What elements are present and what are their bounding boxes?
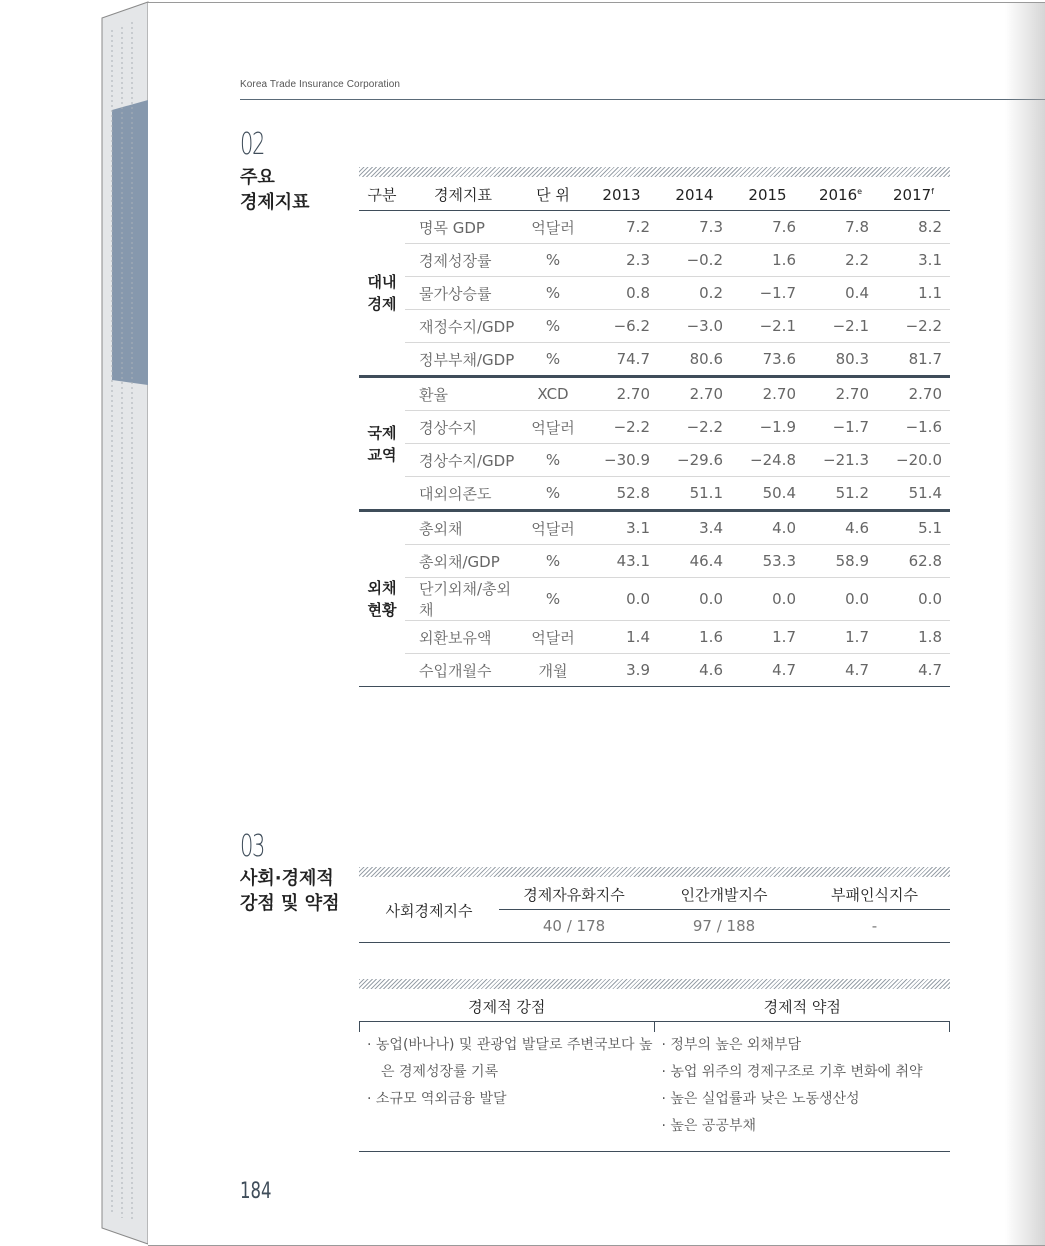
indicator-value: −20.0 (877, 444, 950, 477)
strengths-list (359, 1032, 656, 1140)
indicator-name: 경제성장률 (405, 244, 521, 277)
indicator-unit: % (521, 310, 585, 343)
list-item: · 정부의 높은 외채부담 (661, 1037, 802, 1053)
col-header-unit: 단 위 (521, 179, 585, 211)
indicator-value: −21.3 (804, 444, 877, 477)
socio-value-human-development: 97 / 188 (649, 910, 799, 943)
indicator-value: 51.1 (658, 477, 731, 511)
table-hatch-band (359, 167, 950, 177)
table-row (359, 211, 950, 244)
indicator-value: 2.70 (804, 377, 877, 411)
weakness-header: 경제적 약점 (763, 997, 841, 1016)
indicator-value: 5.1 (877, 511, 950, 545)
indicator-name: 경상수지 (405, 411, 521, 444)
indicator-value: 3.4 (658, 511, 731, 545)
bracket-tick (654, 1022, 655, 1032)
year-label: 2016 (818, 185, 858, 204)
indicator-value: 8.2 (877, 211, 950, 244)
sw-columns (359, 1032, 950, 1140)
indicator-value: −0.2 (658, 244, 731, 277)
weaknesses-list (656, 1032, 951, 1140)
indicator-name: 총외채 (405, 511, 521, 545)
indicator-value: 73.6 (731, 343, 804, 377)
indicator-value: 53.3 (731, 545, 804, 578)
indicator-value: 1.6 (731, 244, 804, 277)
indicator-value: 81.7 (877, 343, 950, 377)
indicator-value: −2.1 (731, 310, 804, 343)
table-row (359, 444, 950, 477)
table-hatch-band (359, 979, 950, 989)
indicator-value: 4.7 (877, 654, 950, 687)
group-label-line: 교역 (367, 445, 397, 464)
socio-value-corruption-perception: - (799, 910, 950, 943)
indicator-value: 80.6 (658, 343, 731, 377)
section-title-line: 사회·경제적 (240, 868, 334, 889)
indicator-value: 52.8 (585, 477, 658, 511)
table-row (359, 578, 950, 621)
indicator-value: −29.6 (658, 444, 731, 477)
group-label (359, 211, 405, 377)
section-title-strengths-weaknesses (240, 866, 339, 916)
sw-bracket (359, 1021, 950, 1032)
col-header-2015: 2015 (731, 179, 804, 211)
indicator-value: 4.6 (658, 654, 731, 687)
indicator-unit: % (521, 545, 585, 578)
group-label-line: 대내 (367, 273, 397, 291)
indicator-value: 0.0 (877, 578, 950, 621)
indicator-value: 7.2 (585, 211, 658, 244)
section-title-line: 경제지표 (240, 192, 310, 213)
page-curl-shadow (1005, 3, 1045, 1245)
indicator-value: 0.0 (804, 578, 877, 621)
indicator-value: 4.0 (731, 511, 804, 545)
socioeconomic-index-table (359, 879, 950, 943)
socio-header-economic-freedom: 경제자유화지수 (499, 879, 649, 910)
indicator-value: −30.9 (585, 444, 658, 477)
indicator-value: −2.2 (877, 310, 950, 343)
section-title-line: 강점 및 약점 (240, 893, 340, 914)
indicator-name: 경상수지/GDP (405, 444, 521, 477)
indicator-unit: 억달러 (521, 411, 585, 444)
indicator-value: 4.7 (804, 654, 877, 687)
socio-header-corruption-perception: 부패인식지수 (799, 879, 950, 910)
table-row (359, 411, 950, 444)
indicator-unit: XCD (521, 377, 585, 411)
section-number-03: 03 (240, 829, 264, 864)
group-label (359, 377, 405, 511)
indicator-value: 7.6 (731, 211, 804, 244)
indicator-value: 51.4 (877, 477, 950, 511)
indicator-value: 2.70 (658, 377, 731, 411)
indicator-name: 물가상승률 (405, 277, 521, 310)
table-row (359, 277, 950, 310)
bracket-tick (359, 1022, 360, 1032)
group-label-line: 현황 (367, 601, 397, 619)
indicator-value: 4.7 (731, 654, 804, 687)
table-row (359, 377, 950, 411)
forecast-mark: f (931, 186, 934, 196)
sw-bottom-rule (359, 1151, 950, 1152)
indicator-value: −2.2 (585, 411, 658, 444)
indicator-value: −1.9 (731, 411, 804, 444)
table-row (359, 545, 950, 578)
group-label-line: 경제 (367, 295, 397, 313)
page-number: 184 (240, 1179, 272, 1204)
indicator-value: 74.7 (585, 343, 658, 377)
year-label: 2017 (892, 185, 932, 204)
indicator-value: 1.8 (877, 621, 950, 654)
indicator-value: 1.4 (585, 621, 658, 654)
table-hatch-band (359, 867, 950, 877)
socio-header-row (359, 879, 950, 910)
book-spine (100, 0, 150, 1246)
indicator-unit: 억달러 (521, 621, 585, 654)
indicator-value: −24.8 (731, 444, 804, 477)
indicator-name: 환율 (405, 377, 521, 411)
list-item: · 농업 위주의 경제구조로 기후 변화에 취약 (661, 1064, 923, 1080)
indicator-name: 총외채/GDP (405, 545, 521, 578)
indicator-name: 대외의존도 (405, 477, 521, 511)
indicator-unit: 개월 (521, 654, 585, 687)
indicator-value: 0.0 (585, 578, 658, 621)
strength-header: 경제적 강점 (468, 997, 546, 1016)
indicator-value: 2.70 (585, 377, 658, 411)
indicator-value: −1.7 (731, 277, 804, 310)
table-row (359, 654, 950, 687)
indicator-unit: % (521, 578, 585, 621)
indicator-value: 7.8 (804, 211, 877, 244)
socio-header-human-development: 인간개발지수 (649, 879, 799, 910)
list-item: · 높은 실업률과 낮은 노동생산성 (661, 1091, 860, 1107)
table-row (359, 621, 950, 654)
table-row (359, 310, 950, 343)
indicator-name: 수입개월수 (405, 654, 521, 687)
indicator-value: 3.9 (585, 654, 658, 687)
table-row (359, 477, 950, 511)
section-title-indicators (240, 165, 310, 215)
indicator-value: 1.7 (804, 621, 877, 654)
indicator-name: 외환보유액 (405, 621, 521, 654)
indicator-value: 80.3 (804, 343, 877, 377)
strengths-weaknesses-box (359, 991, 950, 1140)
indicator-unit: 억달러 (521, 511, 585, 545)
table-header-row (359, 179, 950, 211)
indicator-value: 7.3 (658, 211, 731, 244)
col-header-group: 구분 (359, 179, 405, 211)
group-label-line: 국제 (367, 423, 397, 442)
col-header-indicator: 경제지표 (405, 179, 521, 211)
indicator-value: 0.8 (585, 277, 658, 310)
indicator-name: 명목 GDP (405, 211, 521, 244)
indicator-unit: % (521, 477, 585, 511)
indicator-value: −1.7 (804, 411, 877, 444)
indicator-value: 0.0 (731, 578, 804, 621)
indicator-name: 재정수지/GDP (405, 310, 521, 343)
indicator-unit: % (521, 244, 585, 277)
list-item: · 농업(바나나) 및 관광업 발달로 주변국보다 높은 경제성장률 기록 (367, 1037, 653, 1080)
indicator-value: 2.2 (804, 244, 877, 277)
table-row (359, 343, 950, 377)
indicator-value: 2.3 (585, 244, 658, 277)
indicator-value: 1.6 (658, 621, 731, 654)
socio-value-economic-freedom: 40 / 178 (499, 910, 649, 943)
estimate-mark: e (857, 186, 863, 196)
indicator-value: −2.2 (658, 411, 731, 444)
indicator-unit: % (521, 277, 585, 310)
indicator-value: 1.7 (731, 621, 804, 654)
running-header: Korea Trade Insurance Corporation (240, 79, 401, 90)
indicator-value: 58.9 (804, 545, 877, 578)
indicator-value: 2.70 (731, 377, 804, 411)
header-rule (240, 99, 1045, 100)
col-header-2016 (804, 179, 877, 211)
indicator-value: −2.1 (804, 310, 877, 343)
indicator-value: 51.2 (804, 477, 877, 511)
economic-indicators-table (359, 179, 950, 687)
group-label (359, 511, 405, 687)
indicator-value: 4.6 (804, 511, 877, 545)
indicator-unit: 억달러 (521, 211, 585, 244)
socio-row-label: 사회경제지수 (359, 879, 499, 943)
indicator-value: −1.6 (877, 411, 950, 444)
indicator-value: 3.1 (877, 244, 950, 277)
document-page (148, 2, 1045, 1246)
indicator-value: 1.1 (877, 277, 950, 310)
col-header-2013: 2013 (585, 179, 658, 211)
indicator-value: 0.2 (658, 277, 731, 310)
col-header-2017 (877, 179, 950, 211)
indicator-value: −6.2 (585, 310, 658, 343)
indicator-unit: % (521, 444, 585, 477)
section-number-02: 02 (240, 127, 264, 162)
table-row (359, 511, 950, 545)
indicator-value: 43.1 (585, 545, 658, 578)
col-header-2014: 2014 (658, 179, 731, 211)
list-item: · 소규모 역외금융 발달 (367, 1091, 507, 1107)
indicator-value: 2.70 (877, 377, 950, 411)
list-item: · 높은 공공부채 (661, 1118, 756, 1134)
indicator-value: 0.0 (658, 578, 731, 621)
sw-header-row (359, 991, 950, 1021)
indicator-value: 50.4 (731, 477, 804, 511)
group-label-line: 외채 (367, 579, 397, 597)
indicator-value: 46.4 (658, 545, 731, 578)
indicator-value: 3.1 (585, 511, 658, 545)
indicator-value: 0.4 (804, 277, 877, 310)
bracket-tick (949, 1022, 950, 1032)
section-title-line: 주요 (240, 167, 275, 188)
table-row (359, 244, 950, 277)
indicator-name: 단기외채/총외채 (405, 578, 521, 621)
indicator-value: −3.0 (658, 310, 731, 343)
indicator-unit: % (521, 343, 585, 377)
indicator-value: 62.8 (877, 545, 950, 578)
indicator-name: 정부부채/GDP (405, 343, 521, 377)
